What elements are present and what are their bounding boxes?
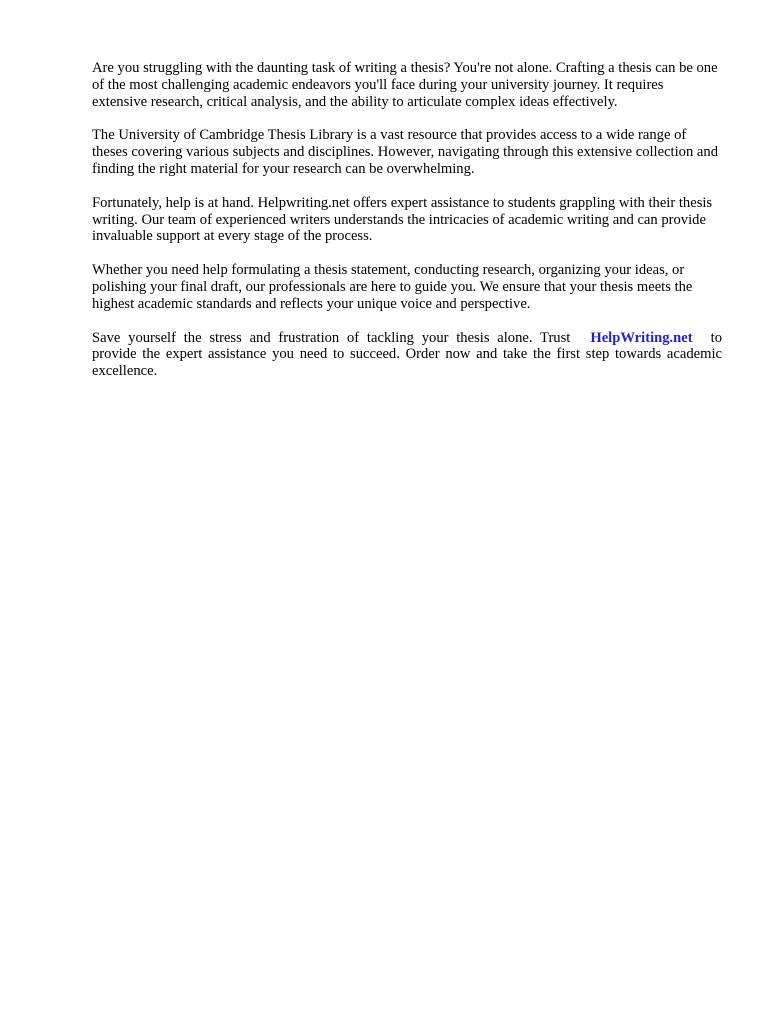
document-body bbox=[92, 60, 722, 397]
paragraph-library: The University of Cambridge Thesis Library is a vast resource that provides access to a wide range of theses covering various subjects and disciplines. However, navigating through this extensive collection and finding the right material for your research can be overwhelming. bbox=[92, 127, 718, 177]
closing-text-after: to provide the expert assistance you need to succeed. Order now and take the first step towards academic excellence. bbox=[92, 329, 722, 380]
paragraph-help: Fortunately, help is at hand. Helpwriting.net offers expert assistance to students grappling with their thesis writing. Our team of experienced writers understands the intricacies of academic writing and can provide invaluable support at every stage of the process. bbox=[92, 194, 713, 245]
paragraph-services: Whether you need help formulating a thesis statement, conducting research, organizing your ideas, or polishing your final draft, our professionals are here to guide you. We ensure that your thesis meets the highest academic standards and reflects your unique voice and perspective. bbox=[92, 262, 693, 312]
paragraph-closing bbox=[92, 330, 722, 380]
paragraph-intro: Are you struggling with the daunting task of writing a thesis? You're not alone. Crafting a thesis can be one of the most challenging academic endeavors you'll face during your university journey. It requires extensive research, critical analysis, and the ability to articulate complex ideas effectively. bbox=[92, 60, 718, 110]
closing-text-before: Save yourself the stress and frustration of tackling your thesis alone. Trust bbox=[92, 329, 571, 346]
helpwriting-link[interactable]: HelpWriting.net bbox=[590, 329, 693, 346]
